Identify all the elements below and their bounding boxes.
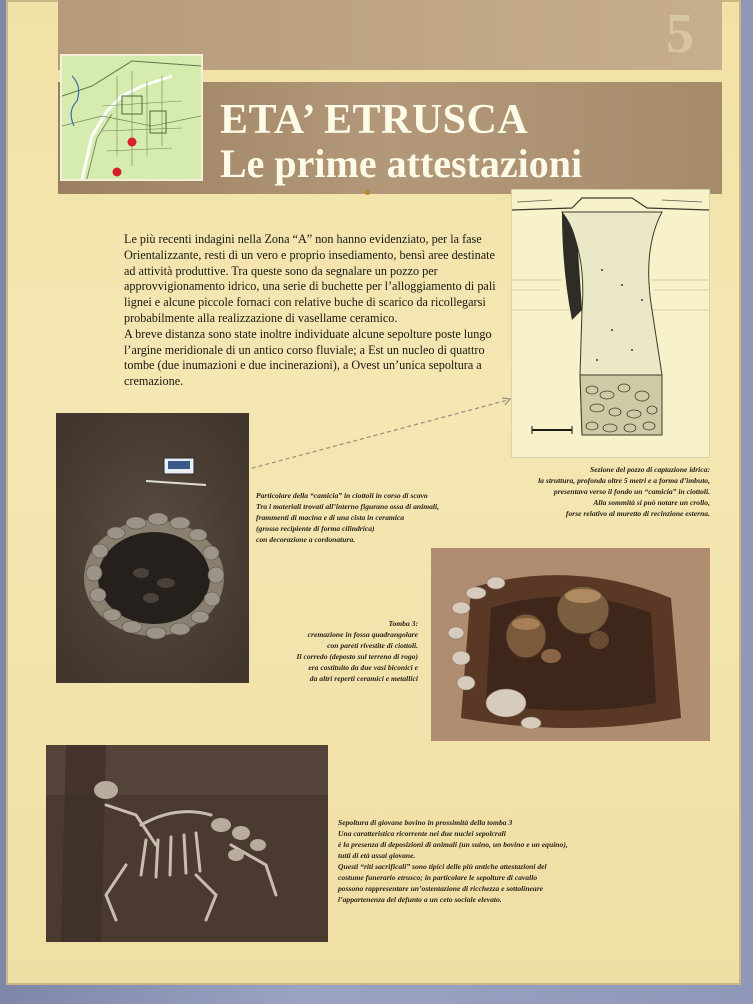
panel-title: ETA’ ETRUSCA	[220, 97, 529, 143]
map-marker	[113, 168, 122, 177]
site-map-drawing	[62, 56, 201, 179]
body-paragraph: A breve distanza sono state inoltre individuate alcune sepolture poste lungo l’argine meridionale di un antico corso fluviale; a Est un nucleo di quattro tombe (due inumazioni e due incinerazioni), a Ovest un’unica sepoltura a cremazione.	[124, 326, 492, 389]
panel-pin	[365, 190, 370, 195]
well-section-caption: Sezione del pozzo di captazione idrica: la struttura, profonda oltre 5 metri e a forma d’imbuto, presentava verso il fondo un “camicia” in ciottoli. Alla sommità si può notare un crollo, forse relativo al muretto di recinzione esterna.	[538, 465, 710, 518]
body-text	[124, 232, 502, 390]
bovine-burial-photo	[46, 745, 328, 942]
tomb-3-caption: Tomba 3: cremazione in fossa quadrangolare con pareti rivestite di ciottoli. Il corredo (deposto sul terreno di rogo) era costituito da due vasi biconici e da altri reperti ceramici e metallici	[296, 619, 418, 683]
well-section-drawing	[511, 189, 710, 458]
tomb-3-photo	[431, 548, 710, 741]
well-excavation-photo	[56, 413, 249, 683]
panel-number: 5	[666, 3, 694, 65]
well-photo-caption: Particolare della “camicia” in ciottoli in corso di scavo Tra i materiali trovati all’interno figurano ossa di animali, frammenti di macina e di una cista in ceramica (grosso recipiente di forma cilindrica) con decorazione a cordonatura.	[256, 491, 440, 544]
bovine-caption: Sepoltura di giovane bovino in prossimità della tomba 3 Una caratteristica ricorrente nei due nuclei sepolcrali è la presenza di deposizioni di animali (un suino, un bovino e un equino), tutti di età assai giovane. Questi “riti sacrificali” sono tipici delle più antiche attestazioni del costume funerario etrusco; in particolare le sepolture di cavallo possono rappresentare un’ostentazione di ricchezza e sottolineare l’appartenenza del defunto a un ceto sociale elevato.	[338, 818, 568, 904]
body-paragraph: Le più recenti indagini nella Zona “A” non hanno evidenziato, per la fase Orientalizzante, resti di un vero e proprio insediamento, bensì aree destinate ad attività produttive. Tra queste sono da segnalare un pozzo per approvvigionamento idrico, una serie di buchette per l’alloggiamento di pali lignei e alcune piccole fornaci con relative buche di scarico da ricollegarsi probabilmente alla realizzazione di vasellame ceramico.	[124, 232, 496, 325]
panel-subtitle: Le prime attestazioni	[220, 141, 583, 186]
callout-arrow	[240, 395, 515, 475]
map-marker	[128, 138, 137, 147]
site-map	[60, 54, 203, 181]
